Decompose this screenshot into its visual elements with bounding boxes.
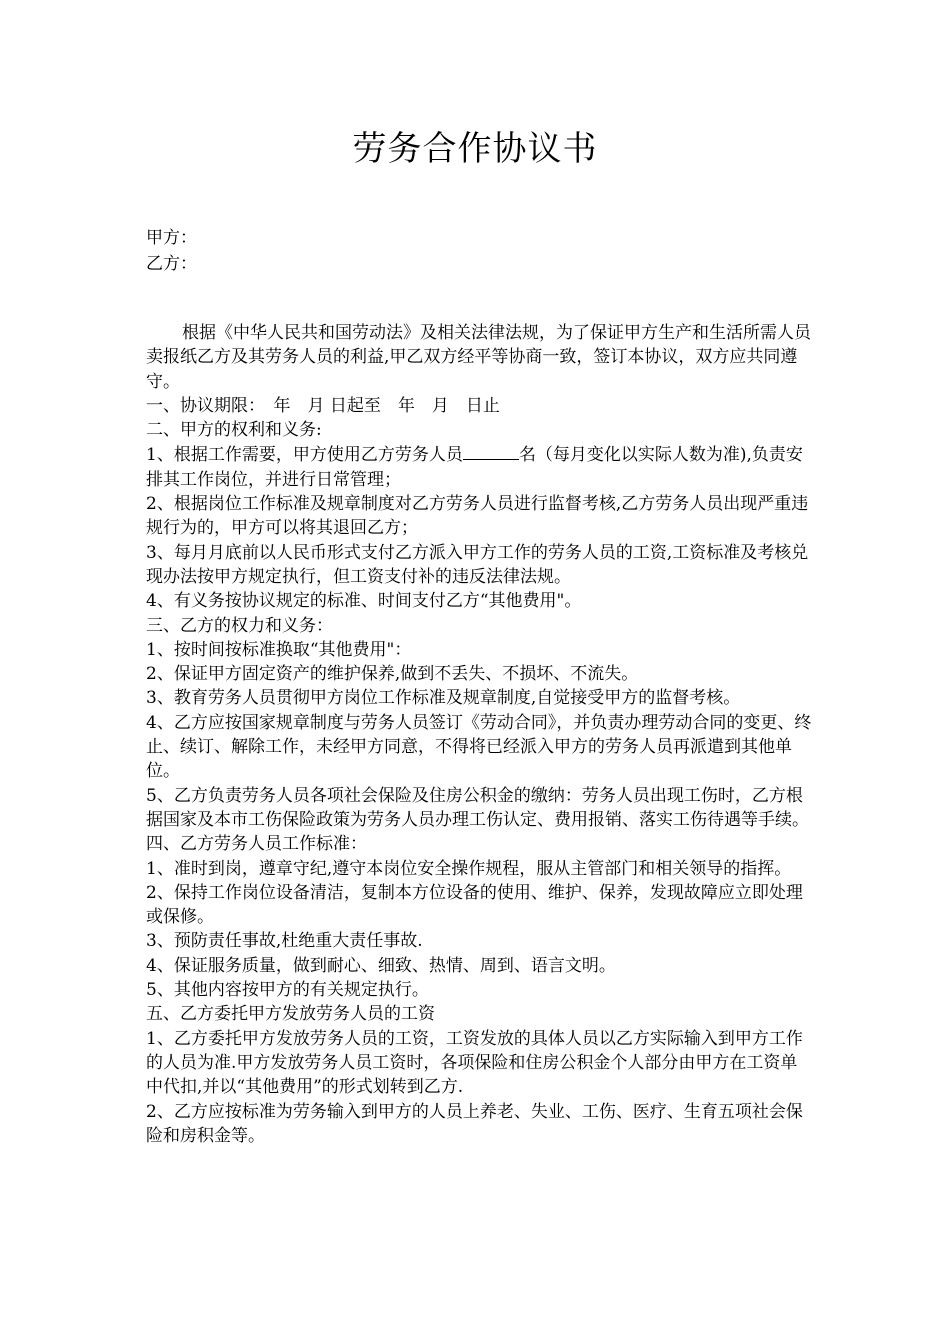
section-3-item-3: 3、教育劳务人员贯彻甲方岗位工作标准及规章制度,自觉接受甲方的监督考核。 xyxy=(146,688,741,709)
section-2-item-4: 4、有义务按协议规定的标准、时间支付乙方“其他费用"。 xyxy=(146,591,582,612)
section-2-heading: 二、甲方的权利和义务: xyxy=(146,420,322,441)
section-4-item-1: 1、准时到岗，遵章守纪,遵守本岗位安全操作规程，服从主管部门和相关领导的指挥。 xyxy=(146,858,792,879)
section-5-heading: 五、乙方委托甲方发放劳务人员的工资 xyxy=(146,1004,435,1025)
party-b-label: 乙方： xyxy=(146,254,197,274)
section-4-item-3: 3、预防责任事故,杜绝重大责任事故. xyxy=(146,931,423,952)
section-3-item-2: 2、保证甲方固定资产的维护保养,做到不丢失、不损坏、不流失。 xyxy=(146,664,639,685)
section-2-item-3: 3、每月月底前以人民币形式支付乙方派入甲方工作的劳务人员的工资,工资标准及考核兑现办法按甲方规定执行，但工资支付补的违反法律法规。 xyxy=(146,542,809,587)
intro-paragraph: 根据《中华人民共和国劳动法》及相关法律法规，为了保证甲方生产和生活所需人员卖报纸乙方及其劳务人员的利益,甲乙双方经平等协商一致，签订本协议，双方应共同遵守。 xyxy=(146,323,811,392)
agreement-term: 一、协议期限： 年 月 日起至 年 月 日止 xyxy=(146,395,500,416)
section-3-item-5: 5、乙方负责劳务人员各项社会保险及住房公积金的缴纳：劳务人员出现工伤时，乙方根据国家及本市工伤保险政策为劳务人员办理工伤认定、费用报销、落实工伤待遇等手续。 xyxy=(146,785,809,830)
section-2-item-1-before: 1、根据工作需要，甲方使用乙方劳务人员 xyxy=(146,445,463,466)
section-5-item-1: 1、乙方委托甲方发放劳务人员的工资，工资发放的具体人员以乙方实际输入到甲方工作的人员为准.甲方发放劳务人员工资时，各项保险和住房公积金个人部分由甲方在工资单中代扣,并以“其他费用”的形式划转到乙方. xyxy=(146,1028,803,1098)
section-2-item-2: 2、根据岗位工作标准及规章制度对乙方劳务人员进行监督考核,乙方劳务人员出现严重违规行为的，甲方可以将其退回乙方； xyxy=(146,494,809,539)
section-2-item-1-after: 名（每月变化以实际人数为准),负责安排其工作岗位，并进行日常管理； xyxy=(146,445,803,490)
section-4-item-2: 2、保持工作岗位设备清洁，复制本方位设备的使用、维护、保养，发现故障应立即处理或保修。 xyxy=(146,882,803,928)
section-3-heading: 三、乙方的权力和义务： xyxy=(146,615,333,636)
parties-block xyxy=(146,225,816,277)
section-4-heading: 四、乙方劳务人员工作标准： xyxy=(146,834,367,855)
headcount-blank-line xyxy=(463,442,519,460)
section-3-item-1: 1、按时间按标准换取“其他费用"： xyxy=(146,639,412,660)
section-4-item-5: 5、其他内容按甲方的有关规定执行。 xyxy=(146,980,429,1001)
section-5-item-2: 2、乙方应按标准为劳务输入到甲方的人员上养老、失业、工伤、医疗、生育五项社会保险和房积金等。 xyxy=(146,1101,803,1146)
party-a-label: 甲方： xyxy=(146,228,197,248)
document-title: 劳务合作协议书 xyxy=(352,129,598,169)
section-2-item-1 xyxy=(146,442,812,492)
agreement-body xyxy=(146,321,812,1148)
section-3-item-4: 4、乙方应按国家规章制度与劳务人员签订《劳动合同》，并负责办理劳动合同的变更、终止、续订、解除工作，未经甲方同意，不得将已经派入甲方的劳务人员再派遣到其他单位。 xyxy=(146,712,812,782)
section-4-item-4: 4、保证服务质量，做到耐心、细致、热情、周到、语言文明。 xyxy=(146,955,616,976)
